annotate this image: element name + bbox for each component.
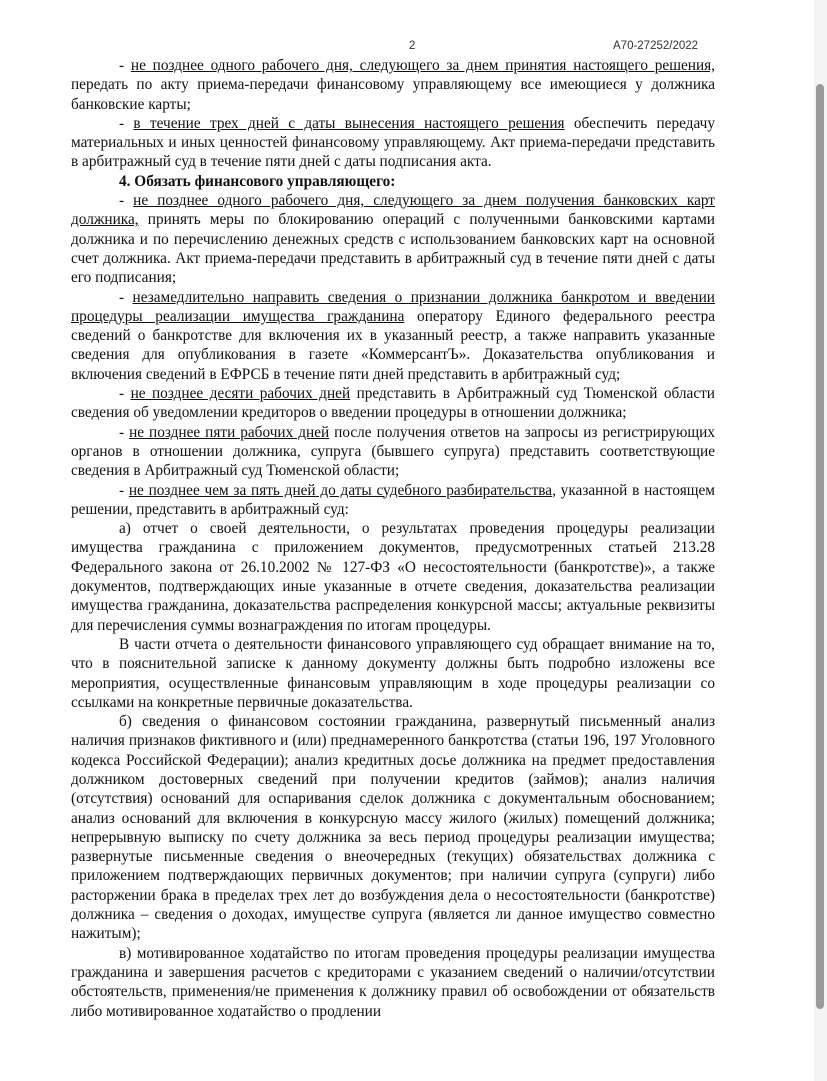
underlined-text: не позднее одного рабочего дня, следующего за днем принятия настоящего решения, bbox=[130, 57, 716, 74]
paragraph bbox=[71, 519, 715, 635]
document-body bbox=[71, 56, 715, 1021]
paragraph bbox=[71, 481, 715, 520]
scrollbar-thumb[interactable] bbox=[816, 84, 824, 1009]
text-run: после получения ответов на запросы из регистрирующих органов в отношении должника, супруга (бывшего супруга) представить соответствующие сведения в Арбитражный суд Тюменской области; bbox=[71, 423, 715, 480]
text-run: передать по акту приема-передачи финансовому управляющему все имеющиеся у должника банковские карты; bbox=[71, 76, 715, 113]
text-run: - bbox=[119, 192, 134, 210]
text-run: - bbox=[119, 57, 131, 74]
section-heading: 4. Обязать финансового управляющего: bbox=[119, 172, 396, 190]
paragraph bbox=[71, 56, 715, 114]
case-number: А70-27252/2022 bbox=[613, 40, 699, 52]
paragraph bbox=[71, 423, 715, 481]
text-run: - bbox=[119, 114, 134, 132]
text-run: а) отчет о своей деятельности, о результатах проведения процедуры реализации имущества гражданина с приложением документов, предусмотренных статьей 213.28 Федерального закона от 26.10.2002 № 127-ФЗ «О несостоятельности (банкротстве)», а также документов, подтверждающих иные указанные в отчете сведения, доказательства реализации имущества гражданина, доказательства распределения конкурсной массы; актуальные реквизиты для перечисления суммы вознаграждения по итогам процедуры. bbox=[71, 520, 715, 634]
underlined-text: не позднее чем за пять дней до даты судебного разбирательства bbox=[128, 481, 553, 499]
text-run: представить в Арбитражный суд Тюменской области сведения об уведомлении кредиторов о введении процедуры в отношении должника; bbox=[71, 385, 715, 422]
page-number: 2 bbox=[409, 40, 416, 52]
underlined-text: не позднее десяти рабочих дней bbox=[130, 385, 351, 403]
text-run: принять меры по блокированию операций с полученными банковскими картами должника и по перечислению денежных средств с использованием банковских карт на основной счет должника. Акт приема-передачи представить в арбитражный суд в течение пяти дней с даты его подписания; bbox=[71, 211, 715, 287]
paragraph bbox=[71, 114, 715, 172]
paragraph bbox=[71, 172, 715, 191]
paragraph bbox=[71, 635, 715, 712]
text-run: - bbox=[119, 481, 129, 499]
text-run: - bbox=[119, 288, 133, 306]
text-run: б) сведения о финансовом состоянии гражданина, развернутый письменный анализ наличия признаков фиктивного и (или) преднамеренного банкротства (статьи 196, 197 Уголовного кодекса Российской Федерации); анализ кредитных досье должника на предмет предоставления должником достоверных сведений при получении кредитов (займов); анализ наличия (отсутствия) оснований для оспаривания сделок должника с документальным обоснованием; анализ оснований для включения в конкурсную массу жилого (жилых) помещений должника; непрерывную выписку по счету должника за весь период процедуры реализации имущества; развернутые письменные сведения о внеочередных (текущих) обязательствах должника с приложением подтверждающих первичных документов; при наличии супруга (супруги) либо расторжении брака в пределах трех лет до возбуждения дела о несостоятельности (банкротстве) должника – сведения о доходах, имуществе супруга (является ли данное имущество совместно нажитым); bbox=[71, 713, 715, 943]
text-run: , указанной в настоящем решении, представить в арбитражный суд: bbox=[71, 481, 715, 518]
underlined-text: не позднее пяти рабочих дней bbox=[129, 423, 330, 441]
underlined-text: не позднее одного рабочего дня, следующего за днем получения банковских карт должника, bbox=[71, 192, 715, 229]
paragraph bbox=[71, 944, 715, 1021]
paragraph bbox=[71, 712, 715, 944]
text-run: оператору Единого федерального реестра сведений о банкротстве для включения их в указанный реестр, а также направить указанные сведения для опубликования в газете «КоммерсантЪ». Доказательства опубликования и включения сведений в ЕФРСБ в течение пяти дней представить в арбитражный суд; bbox=[71, 307, 716, 383]
underlined-text: в течение трех дней с даты вынесения настоящего решения bbox=[133, 114, 565, 132]
text-run: В части отчета о деятельности финансового управляющего суд обращает внимание на то, что в пояснительной записке к данному документу должны быть подробно изложены все мероприятия, осуществленные финансовым управляющим в ходе процедуры реализации со ссылками на конкретные первичные доказательства. bbox=[71, 635, 715, 711]
paragraph bbox=[71, 191, 715, 287]
text-run: в) мотивированное ходатайство по итогам проведения процедуры реализации имущества гражданина и завершения расчетов с кредиторами с указанием сведений о наличии/отсутствии обстоятельств, применения/не применения к должнику правил об освобождении от обязательств либо мотивированное ходатайство о продлении bbox=[71, 944, 715, 1020]
paragraph bbox=[71, 384, 715, 423]
text-run: обеспечить передачу материальных и иных ценностей финансовому управляющему. Акт приема-передачи представить в арбитражный суд в течение пяти дней с даты подписания акта. bbox=[71, 114, 715, 171]
underlined-text: незамедлительно направить сведения о признании должника банкротом и введении процедуры реализации имущества гражданина bbox=[71, 288, 715, 325]
paragraph bbox=[71, 288, 715, 384]
text-run: - bbox=[119, 423, 130, 441]
text-run: - bbox=[119, 385, 131, 403]
